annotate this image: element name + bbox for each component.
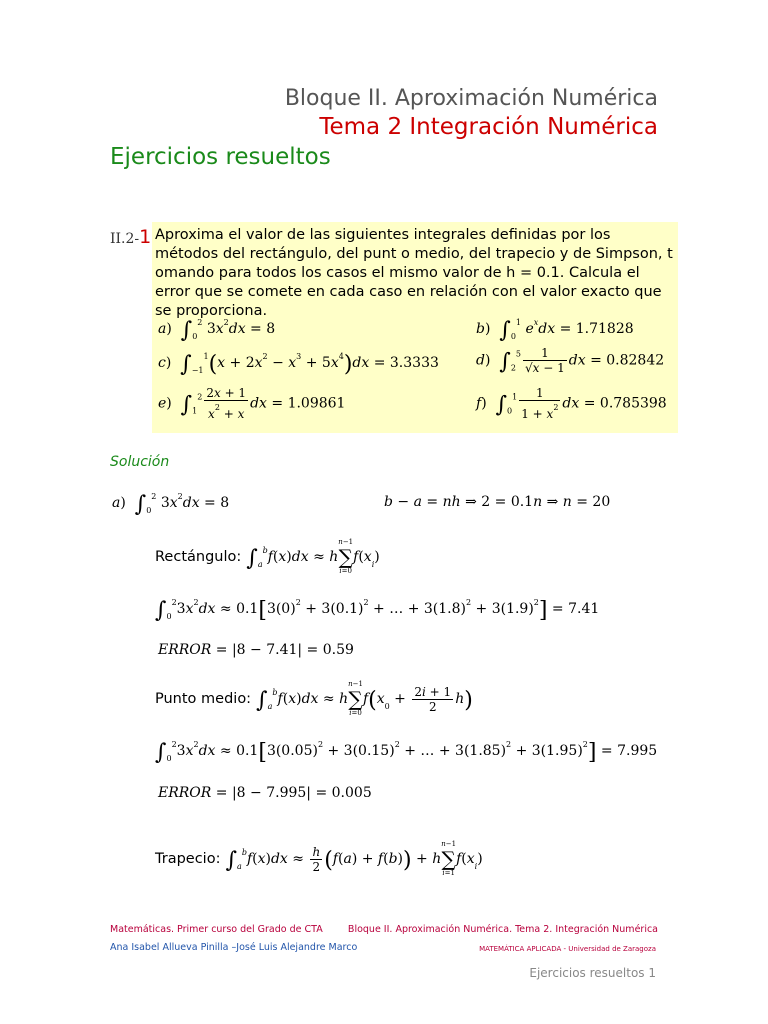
- trapezoid-label: Trapecio:: [155, 851, 221, 867]
- midpoint-formula: Punto medio: $\int_a^bf(x)dx \approx h$ n−1 ∑ i=0 $f(x_0$ + $\frac{2i + 1}{2}$ h): [155, 680, 473, 717]
- rectangle-computation: $\int_0^23x^2dx \approx 0.1[3(0)^2 + 3(0.1)^2$ + … + $3(1.8)^2 + 3(1.9)^2] = 7.41$: [155, 598, 600, 623]
- integral-f: f) $\int_0^1$ $\frac{1}{1 + x^2}$ dx = 0.785398: [476, 386, 667, 421]
- rectangle-label: Rectángulo:: [155, 549, 242, 565]
- integral-e: e) $\int_1^2$ $\frac{2x + 1}{x^2 + x}$ dx = 1.09861: [158, 386, 346, 421]
- exercise-statement: [155, 226, 675, 321]
- midpoint-label: Punto medio:: [155, 691, 252, 707]
- integral-c: c) $\int_{-1}^1(x + 2x^2 - x^3 + 5x^4)dx = 3.3333$: [158, 352, 439, 377]
- footer-block: Bloque II. Aproximación Numérica. Tema 2. Integración Numérica: [347, 924, 658, 935]
- page-footer: Ejercicios resueltos 1: [529, 966, 656, 980]
- trapezoid-formula: Trapecio: $\int_a^bf(x)dx$ ≈ $\frac{h}{2}$ (f(a) + f(b)) + h n−1 ∑ i=1 $f(x_i)$: [155, 840, 483, 877]
- midpoint-computation: $\int_0^23x^2dx \approx 0.1[3(0.05)^2 + 3(0.15)^2$ + … + $3(1.85)^2 + 3(1.95)^2] = 7.995$: [155, 740, 658, 765]
- exercise-statement-text: Aproxima el valor de las siguientes integrales definidas por los métodos del rectángulo, del punt o medio, del trapecio y de Simpson, t omando para todos los casos el mismo valor de h = 0.1. Calcula el error que se comete en cada caso en relación con el valor exacto que se proporciona.: [155, 227, 673, 319]
- midpoint-error: ERROR = |8 − 7.995| = 0.005: [158, 785, 372, 801]
- exercise-number: [110, 226, 151, 248]
- integral-b: b) $\int_0^1$ $e^xdx = 1.71828$: [476, 318, 634, 343]
- footer-authors: Ana Isabel Allueva Pinilla –José Luis Alejandre Marco: [110, 942, 358, 953]
- solution-label: Solución: [110, 454, 170, 470]
- block-title: Bloque II. Aproximación Numérica: [284, 86, 658, 111]
- exercise-index: 1: [139, 226, 152, 248]
- exercise-prefix: II.2-: [110, 231, 140, 247]
- footer-course: Matemáticas. Primer curso del Grado de CTA: [110, 924, 323, 935]
- rectangle-error: ERROR = |8 − 7.41| = 0.59: [158, 642, 354, 658]
- footer-department: MATEMÁTICA APLICADA - Universidad de Zaragoza: [479, 945, 656, 953]
- section-title: Ejercicios resueltos: [110, 144, 331, 170]
- rectangle-formula: Rectángulo: $\int_a^bf(x)dx \approx h$ n−1 ∑ i=0 $f(x_i)$: [155, 538, 380, 575]
- solution-a-n: b − a = nh ⇒ 2 = 0.1n ⇒ n = 20: [384, 494, 611, 510]
- solution-a-integral: a) $\int_0^2$ $3x^2dx = 8$: [112, 492, 230, 517]
- integral-a: a) $\int_0^2$ $3x^2dx = 8$: [158, 318, 276, 343]
- topic-title: Tema 2 Integración Numérica: [319, 114, 658, 140]
- integral-d: d) $\int_2^5$ $\frac{1}{√x - 1}$ dx = 0.82842: [476, 346, 665, 375]
